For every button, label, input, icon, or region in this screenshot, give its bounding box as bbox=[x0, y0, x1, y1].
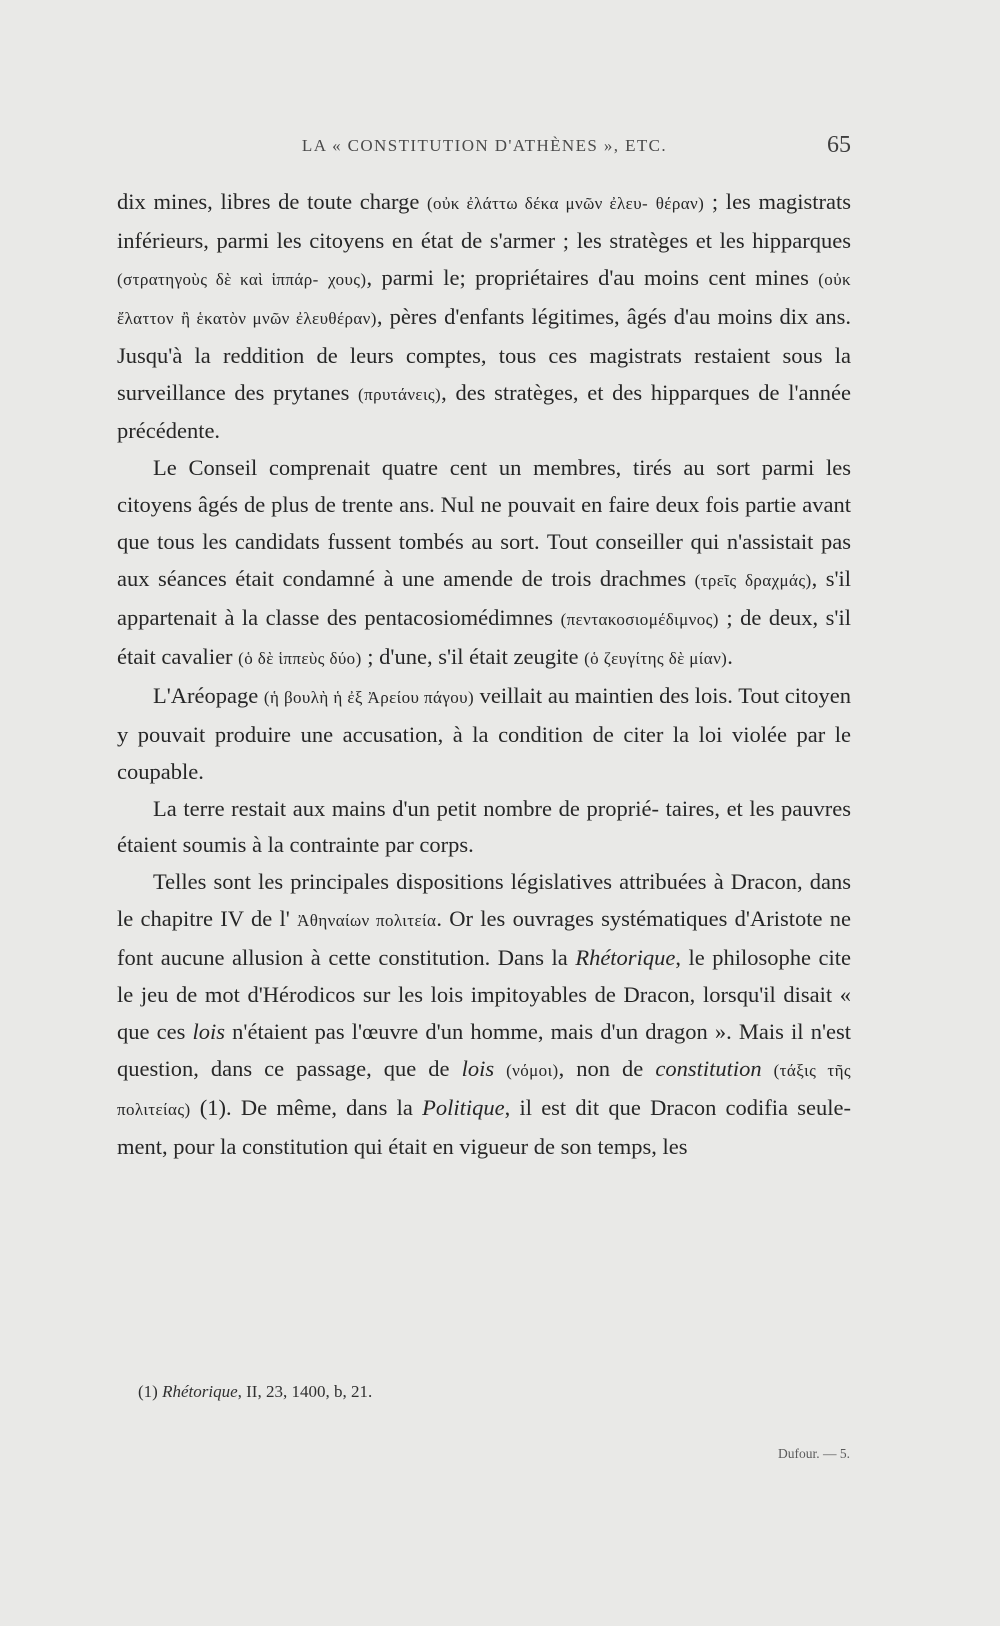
text-segment: , le philosophe cite le bbox=[117, 945, 852, 1008]
text-line bbox=[241, 1095, 851, 1120]
text-segment: , pères d'enfants légitimes, âgés d'au bbox=[376, 303, 711, 329]
text-segment: . bbox=[727, 643, 733, 669]
text-segment: des lois. Tout citoyen y pouvait produire une accusation, à la bbox=[117, 682, 852, 747]
italic-text: constitution bbox=[655, 1055, 762, 1081]
text-segment bbox=[494, 1056, 506, 1081]
text-segment: s'armer ; les stratèges et les hipparques bbox=[489, 227, 852, 253]
text-segment: ment, pour la constitution qui était en vigueur de son temps, les bbox=[117, 1133, 688, 1159]
text-line bbox=[153, 869, 707, 894]
running-title: LA « CONSTITUTION D'ATHÈNES », ETC. bbox=[301, 136, 668, 155]
printer-signature: Dufour. — 5. bbox=[778, 1446, 850, 1461]
text-segment: fussent tombés au sort. Tout conseiller qui n'assistait pas aux bbox=[117, 529, 851, 592]
body-text bbox=[117, 184, 851, 1166]
text-segment: condition de citer la loi violée par le coupable. bbox=[117, 721, 851, 784]
text-segment: cette constitution. Dans la bbox=[328, 945, 576, 971]
text-segment: ; bbox=[361, 643, 374, 669]
text-segment: jeu de mot d'Hérodicos sur les lois impitoyables de Dracon, bbox=[140, 982, 696, 1008]
greek-text: (τάξις τῆς πολιτείας) bbox=[117, 1060, 851, 1119]
greek-text: (πεντακοσιομέδιμνος) bbox=[560, 609, 719, 629]
greek-text: ἢ ἑκατὸν μνῶν ἐλευθέραν) bbox=[181, 308, 377, 328]
footnote bbox=[138, 1382, 372, 1402]
italic-text: Politique bbox=[422, 1094, 505, 1120]
text-segment: , s'il appartenait à la classe des pentacosiomédimnes bbox=[117, 566, 852, 630]
text-line bbox=[141, 982, 695, 1007]
greek-text: Ἀθηναίων πολιτεία bbox=[297, 911, 437, 931]
italic-text: Rhétorique bbox=[162, 1382, 238, 1401]
text-segment: , II, 23, 1400, b, 21. bbox=[237, 1382, 373, 1401]
text-line bbox=[153, 455, 705, 480]
text-line bbox=[158, 566, 736, 591]
text-segment: La terre restait aux mains d'un petit nombre de proprié- bbox=[153, 795, 659, 821]
text-segment: L'Aréopage bbox=[153, 682, 264, 708]
text-segment: sort parmi les citoyens âgés de plus de trente ans. Nul ne bbox=[117, 455, 851, 518]
text-segment: mais d'un dragon ». Mais il n'est question, dans ce passage, bbox=[117, 1018, 852, 1081]
greek-text: θέραν) bbox=[655, 194, 705, 213]
text-segment: dix mines, libres de toute charge bbox=[117, 189, 427, 214]
text-segment: séances était condamné à une amende de trois drachmes bbox=[158, 566, 695, 592]
text-segment: Le Conseil comprenait quatre cent un membres, tirés au bbox=[153, 455, 705, 481]
greek-text: (ὁ δὲ ἱππεὺς δύο) bbox=[238, 648, 362, 668]
text-segment: ; les magistrats inférieurs, parmi les citoyens en état de bbox=[117, 189, 851, 253]
text-segment: magistrats restaient sous la surveillance des prytanes bbox=[117, 342, 852, 405]
paragraph bbox=[117, 864, 851, 1165]
greek-text: (τρεῖς bbox=[694, 571, 737, 591]
text-segment: ; de deux, s'il était cavalier bbox=[117, 604, 851, 669]
text-segment: , bbox=[441, 379, 447, 405]
greek-text: (στρατηγοὺς δὲ καὶ ἱππάρ- bbox=[117, 269, 319, 289]
text-line bbox=[379, 644, 733, 669]
greek-text: χους) bbox=[328, 269, 367, 289]
text-segment: (1). bbox=[190, 1094, 232, 1120]
text-segment: à Dracon, dans le chapitre IV de l' bbox=[117, 869, 851, 932]
text-line bbox=[117, 1134, 688, 1159]
italic-text: lois bbox=[192, 1018, 226, 1044]
paragraph bbox=[117, 184, 851, 450]
greek-text: (νόμοι) bbox=[506, 1060, 559, 1080]
text-segment: que de bbox=[383, 1055, 462, 1081]
running-head bbox=[118, 132, 851, 162]
text-segment: Telles sont les principales dispositions législatives attribuées bbox=[153, 869, 707, 895]
italic-text: Rhétorique bbox=[575, 945, 676, 971]
text-segment: d'une, s'il était zeugite bbox=[379, 643, 585, 669]
text-segment: , non de bbox=[558, 1055, 656, 1081]
text-line bbox=[181, 304, 710, 329]
page-number: 65 bbox=[827, 132, 851, 158]
text-segment: , il est dit que Dracon codifia seule- bbox=[504, 1094, 851, 1120]
paragraph bbox=[117, 678, 851, 791]
text-segment: lorsqu'il disait « que ces bbox=[117, 982, 851, 1044]
text-segment: taires, et les pauvres étaient soumis à la contrainte par corps. bbox=[117, 795, 852, 858]
greek-text: (οὐκ ἐλάττω δέκα μνῶν ἐλευ- bbox=[427, 194, 649, 213]
text-segment: moins dix ans. Jusqu'à la reddition de leurs comptes, tous ces bbox=[117, 303, 852, 368]
text-segment: des stratèges, et des hipparques de l'année précédente. bbox=[117, 379, 852, 444]
greek-text: (ἡ βουλὴ ἡ ἐξ Ἀρείου πάγου) bbox=[263, 687, 475, 707]
text-segment: n'étaient pas l'œuvre d'un homme, bbox=[225, 1018, 544, 1044]
greek-text: (ὁ ζευγίτης δὲ μίαν) bbox=[584, 648, 728, 668]
italic-text: lois bbox=[461, 1055, 495, 1081]
text-segment: veillait au maintien bbox=[474, 682, 654, 708]
greek-text: (πρυτάνεις) bbox=[358, 384, 442, 404]
text-segment: . Or les bbox=[436, 906, 506, 932]
greek-text: (οὐκ ἔλαττον bbox=[117, 269, 851, 328]
text-segment: (1) bbox=[138, 1382, 163, 1401]
text-segment bbox=[762, 1056, 774, 1081]
greek-text: δραχμάς) bbox=[745, 571, 812, 591]
text-segment: pouvait en faire deux fois partie avant que tous les candidats bbox=[117, 492, 852, 555]
text-segment: De même, dans la bbox=[240, 1094, 423, 1120]
text-line bbox=[153, 796, 659, 821]
text-segment: ouvrages systématiques d'Aristote ne font aucune allusion à bbox=[117, 906, 852, 971]
paragraph bbox=[117, 450, 851, 677]
text-line bbox=[117, 189, 648, 214]
paragraph bbox=[117, 791, 851, 865]
text-segment: , parmi le; propriétaires d'au moins cent mines bbox=[366, 264, 819, 290]
text-line bbox=[153, 683, 653, 708]
